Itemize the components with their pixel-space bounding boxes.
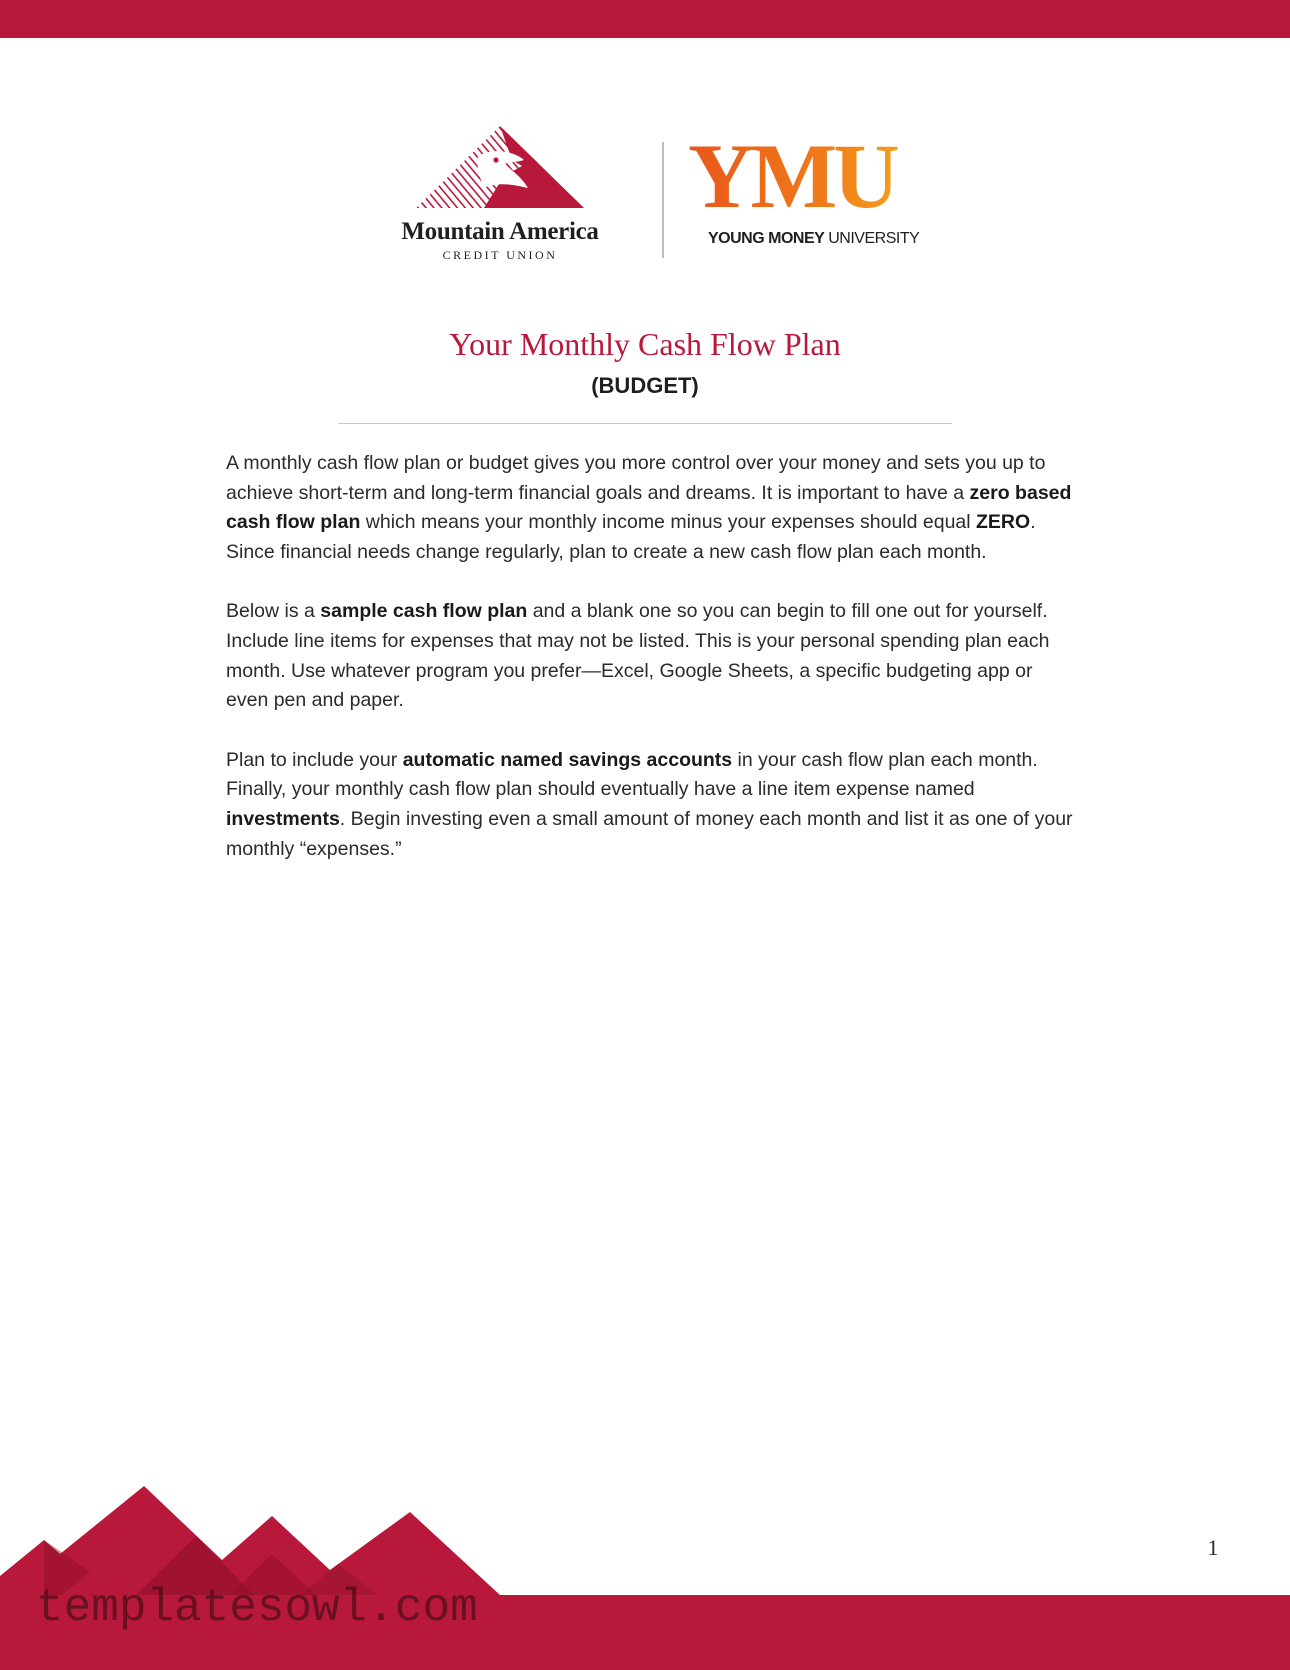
page-subtitle: (BUDGET) bbox=[591, 373, 699, 398]
body-text bbox=[226, 449, 1076, 894]
paragraph-sample bbox=[226, 597, 1076, 715]
ymu-subtitle-regular: UNIVERSITY bbox=[828, 230, 920, 247]
eagle-mountain-icon bbox=[372, 126, 628, 218]
bold-term: sample cash flow plan bbox=[320, 600, 528, 623]
page-number: 1 bbox=[1207, 1535, 1219, 1560]
bold-term: ZERO bbox=[976, 511, 1031, 534]
text-run: and a blank one so you can begin to fill one out for yourself. Include line items for expenses that may not be listed. This is your personal spending plan each month. Use whatever program you prefer—Excel, Google Sheets, a specific budgeting app or even pen and paper. bbox=[226, 600, 1050, 712]
logo-divider bbox=[662, 142, 664, 258]
text-run: Below is a bbox=[226, 600, 321, 623]
page-title: Your Monthly Cash Flow Plan bbox=[449, 326, 841, 362]
ymu-subtitle-bold: YOUNG MONEY bbox=[708, 230, 825, 247]
bold-term: zero based cash flow plan bbox=[226, 481, 1072, 534]
top-banner bbox=[0, 0, 1290, 38]
mountain-america-logo bbox=[372, 126, 628, 262]
ymu-wordmark: YMU bbox=[688, 134, 928, 218]
logo-header bbox=[0, 120, 1290, 270]
watermark-text: templatesowl.com bbox=[36, 1582, 478, 1634]
text-run: in your cash flow plan each month. Finally, your monthly cash flow plan should eventually have a line item expense named bbox=[226, 748, 1038, 801]
paragraph-savings bbox=[226, 746, 1076, 864]
text-run: Plan to include your bbox=[226, 748, 403, 771]
ymu-logo bbox=[688, 125, 928, 254]
title-divider bbox=[338, 423, 952, 424]
text-run: . Begin investing even a small amount of money each month and list it as one of your monthly “expenses.” bbox=[226, 807, 1073, 860]
mountain-america-wordmark: Mountain America bbox=[401, 218, 599, 245]
bold-term: automatic named savings accounts bbox=[402, 748, 733, 771]
text-run: A monthly cash flow plan or budget gives you more control over your money and sets you up to achieve short-term and long-term financial goals and dreams. It is important to have a bbox=[226, 452, 1046, 504]
ymu-subtitle bbox=[708, 230, 948, 248]
paragraph-intro bbox=[226, 449, 1076, 567]
bold-term: investments bbox=[226, 807, 340, 830]
text-run: . Since financial needs change regularly, plan to create a new cash flow plan each month. bbox=[226, 511, 1036, 563]
text-run: which means your monthly income minus your expenses should equal bbox=[360, 511, 977, 534]
credit-union-wordmark: CREDIT UNION bbox=[442, 248, 558, 262]
